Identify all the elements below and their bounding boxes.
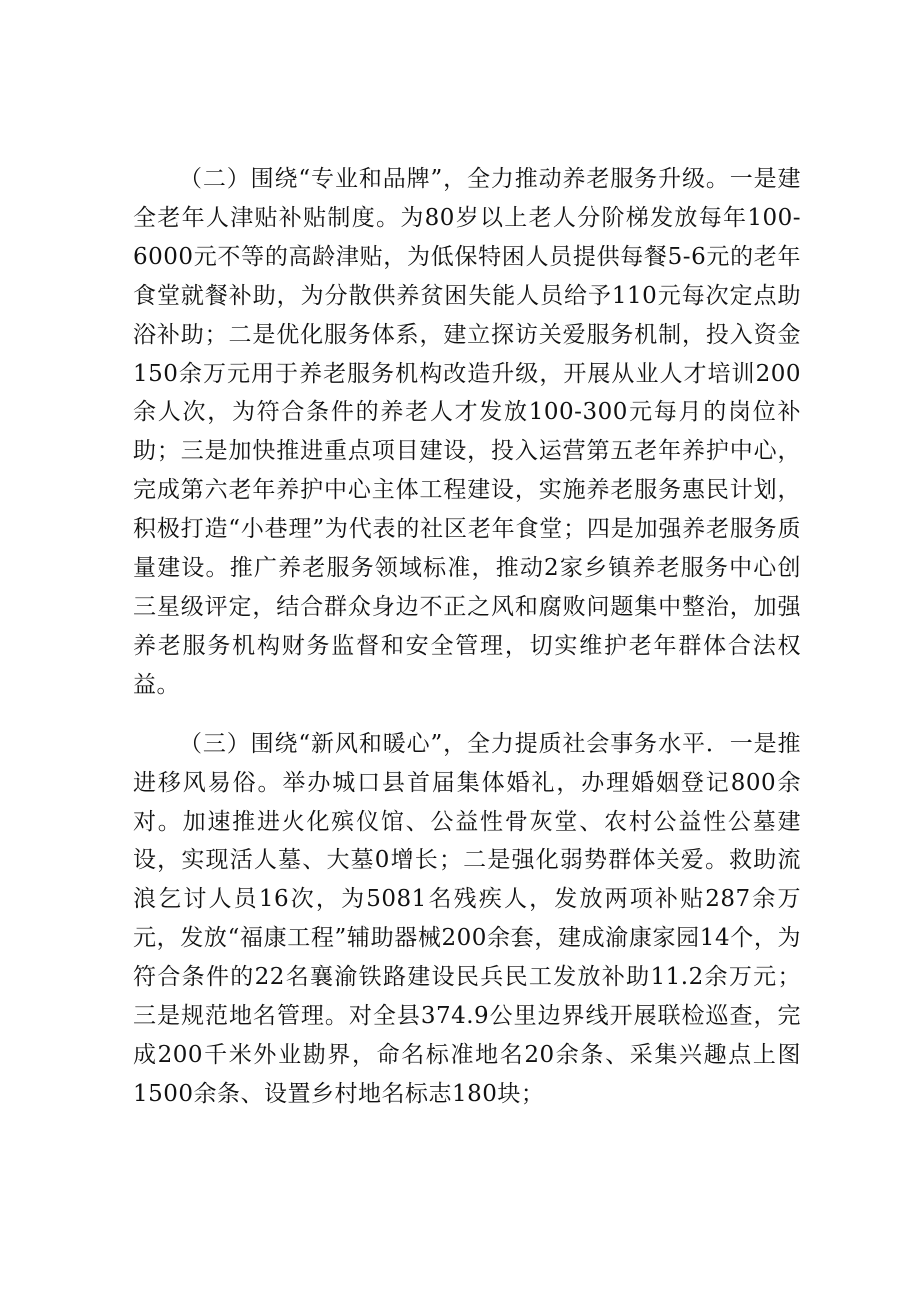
paragraph-elderly-services: （二）围绕“专业和品牌”，全力推动养老服务升级。一是建全老年人津贴补贴制度。为80岁以上老人分阶梯发放每年100-6000元不等的高龄津贴，为低保特困人员提供每餐5-6元的老年食堂就餐补助，为分散供养贫困失能人员给予110元每次定点助浴补助；二是优化服务体系，建立探访关爱服务机制，投入资金150余万元用于养老服务机构改造升级，开展从业人才培训200余人次，为符合条件的养老人才发放100-300元每月的岗位补助；三是加快推进重点项目建设，投入运营第五老年养护中心，完成第六老年养护中心主体工程建设，实施养老服务惠民计划，积极打造“小巷理”为代表的社区老年食堂；四是加强养老服务质量建设。推广养老服务领域标准，推动2家乡镇养老服务中心创三星级评定，结合群众身边不正之风和腐败问题集中整治，加强养老服务机构财务监督和安全管理，切实维护老年群体合法权益。 (133, 166, 801, 698)
paragraph-social-affairs: （三）围绕“新风和暖心”，全力提质社会事务水平．一是推进移风易俗。举办城口县首届集体婚礼，办理婚姻登记800余对。加速推进火化殡仪馆、公益性骨灰堂、农村公益性公墓建设，实现活人墓、大墓0增长；二是强化弱势群体关爱。救助流浪乞讨人员16次，为5081名残疾人，发放两项补贴287余万元，发放“福康工程”辅助器械200余套，建成渝康家园14个，为符合条件的22名襄渝铁路建设民兵民工发放补助11.2余万元；三是规范地名管理。对全县374.9公里边界线开展联检巡查，完成200千米外业勘界，命名标准地名20余条、采集兴趣点上图1500余条、设置乡村地名标志180块； (133, 730, 801, 1107)
document-body (133, 160, 801, 1114)
